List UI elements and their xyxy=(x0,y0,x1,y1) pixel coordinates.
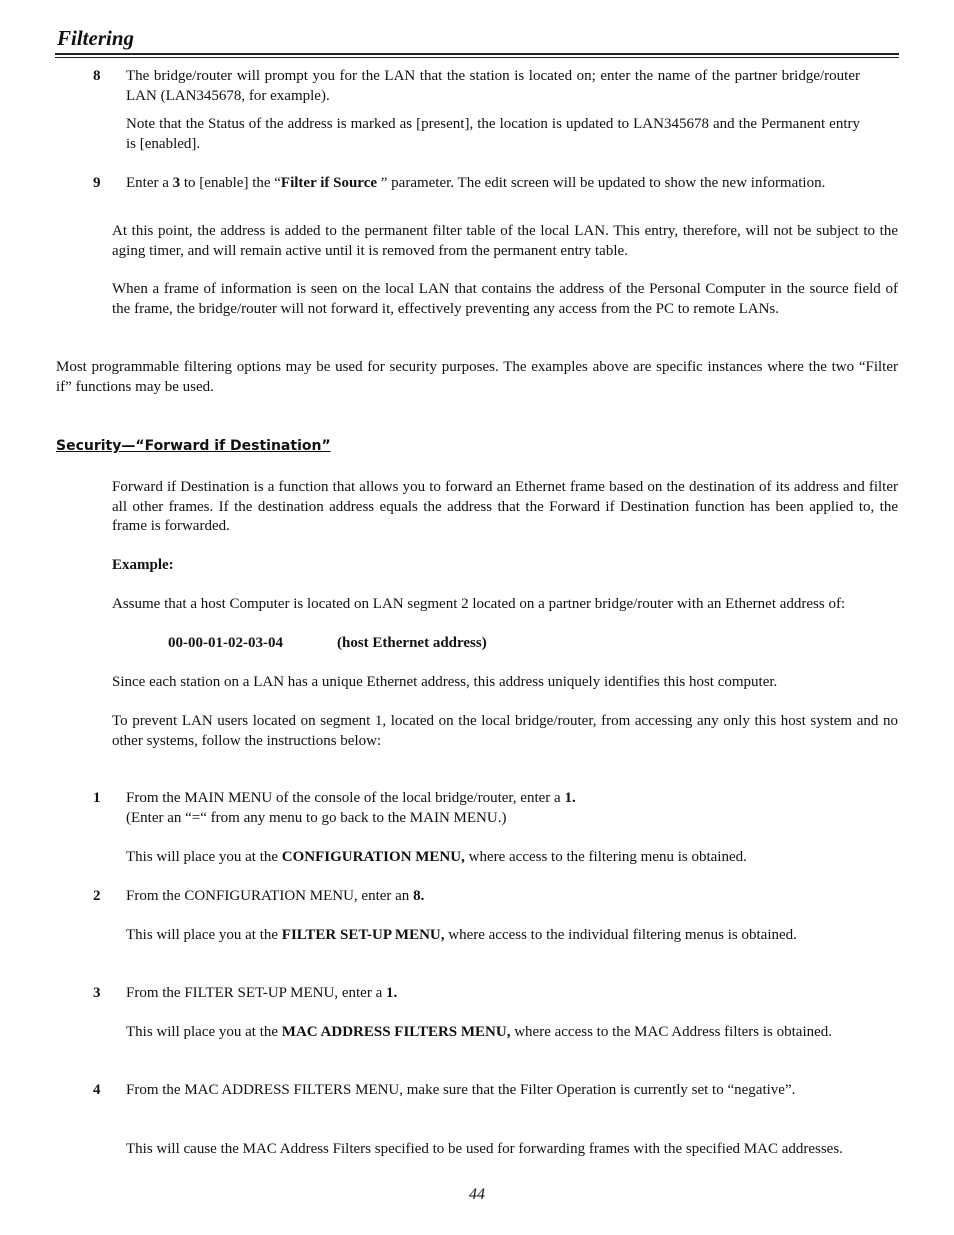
step-result: This will place you at the CONFIGURATION MENU, where access to the filtering menu is obtained. xyxy=(126,849,747,865)
step-number: 3 xyxy=(93,985,101,1001)
step-number: 8 xyxy=(93,68,101,84)
paragraph: At this point, the address is added to the permanent filter table of the local LAN. This entry, therefore, will not be subject to the aging timer, and will remain active until it is removed from the permanent entry table. xyxy=(112,223,898,259)
paragraph: Forward if Destination is a function that allows you to forward an Ethernet frame based on the destination of its address and filter all other frames. If the destination address equals the address that the Forward if Destination function has been applied to, the frame is forwarded. xyxy=(112,479,898,534)
host-address: 00-00-01-02-03-04 xyxy=(168,635,283,651)
step-number: 1 xyxy=(93,790,101,806)
header-rule-thick xyxy=(55,53,899,55)
step-text: From the MAC ADDRESS FILTERS MENU, make sure that the Filter Operation is currently set to “negative”. xyxy=(126,1082,796,1098)
step-result: This will place you at the FILTER SET-UP MENU, where access to the individual filtering menus is obtained. xyxy=(126,927,797,943)
paragraph: Most programmable filtering options may be used for security purposes. The examples above are specific instances where the two “Filter if” functions may be used. xyxy=(56,359,898,395)
step-note: Note that the Status of the address is marked as [present], the location is updated to LAN345678 and the Permanent entry is [enabled]. xyxy=(126,116,860,152)
step-text: From the MAIN MENU of the console of the local bridge/router, enter a 1. xyxy=(126,790,576,806)
paragraph: To prevent LAN users located on segment 1, located on the local bridge/router, from accessing any only this host system and no other systems, follow the instructions below: xyxy=(112,713,898,749)
step-text: The bridge/router will prompt you for the LAN that the station is located on; enter the name of the partner bridge/router LAN (LAN345678, for example). xyxy=(126,68,860,104)
step-text: Enter a 3 to [enable] the “Filter if Source ” parameter. The edit screen will be updated to show the new information. xyxy=(126,175,826,191)
step-text: From the FILTER SET-UP MENU, enter a 1. xyxy=(126,985,398,1001)
step-number: 4 xyxy=(93,1082,101,1098)
step-result: This will cause the MAC Address Filters specified to be used for forwarding frames with the specified MAC addresses. xyxy=(126,1141,843,1157)
paragraph: Assume that a host Computer is located on LAN segment 2 located on a partner bridge/router with an Ethernet address of: xyxy=(112,596,846,612)
section-heading: Security—“Forward if Destination” xyxy=(56,438,331,454)
step-subtext: (Enter an “=“ from any menu to go back to the MAIN MENU.) xyxy=(126,810,507,826)
step-text: From the CONFIGURATION MENU, enter an 8. xyxy=(126,888,425,904)
step-number: 2 xyxy=(93,888,101,904)
step-result: This will place you at the MAC ADDRESS FILTERS MENU, where access to the MAC Address filters is obtained. xyxy=(126,1024,833,1040)
page-number: 44 xyxy=(469,1186,485,1203)
paragraph: Since each station on a LAN has a unique Ethernet address, this address uniquely identifies this host computer. xyxy=(112,674,778,690)
page-header-title: Filtering xyxy=(57,26,135,50)
step-number: 9 xyxy=(93,175,101,191)
paragraph: When a frame of information is seen on the local LAN that contains the address of the Personal Computer in the source field of the frame, the bridge/router will not forward it, effectively preventing any access from the PC to remote LANs. xyxy=(112,281,898,317)
header-rule-thin xyxy=(55,57,899,58)
example-label: Example: xyxy=(112,557,174,573)
host-address-note: (host Ethernet address) xyxy=(337,635,487,651)
